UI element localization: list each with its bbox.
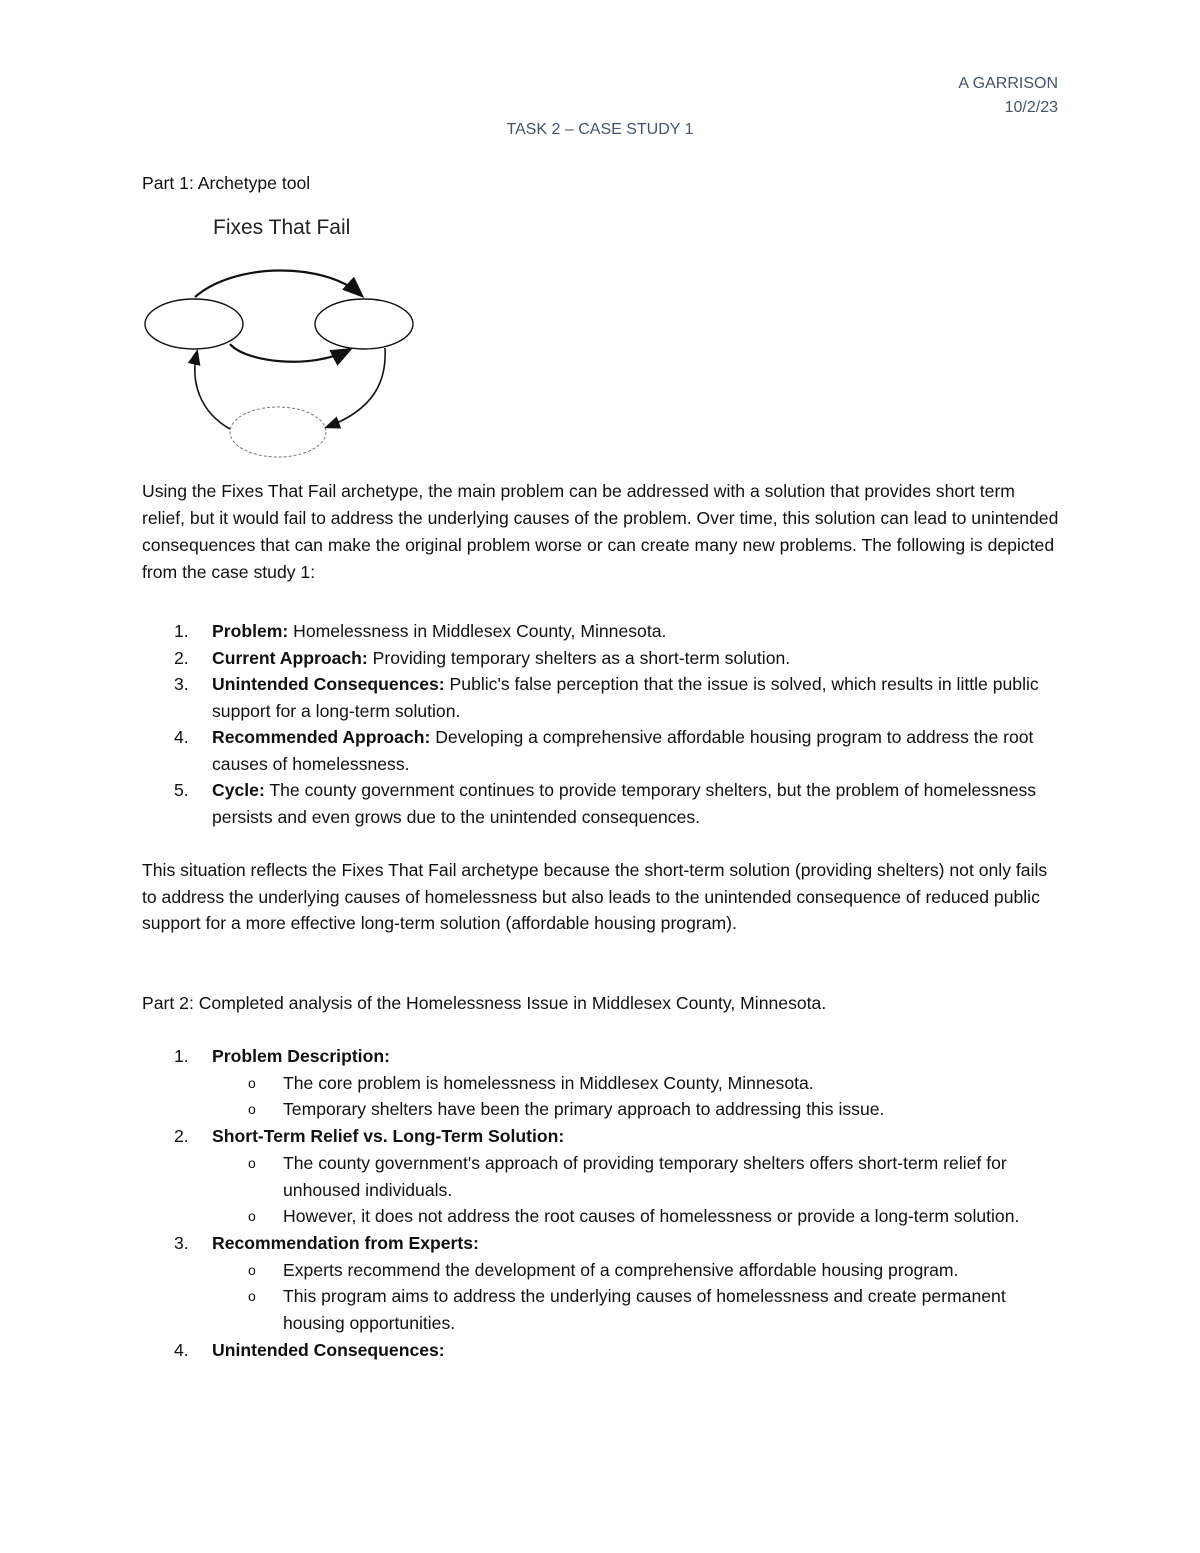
part2-heading: Part 2: Completed analysis of the Homelessness Issue in Middlesex County, Minnesota. xyxy=(142,993,827,1013)
sub-list-item: o The county government's approach of providing temporary shelters offers short-term relief for unhoused individuals. xyxy=(248,1152,1007,1200)
list-item: 3. Unintended Consequences: Public's false perception that the issue is solved, which results in little public support for a long-term solution. xyxy=(174,674,1039,721)
archetype-intro-paragraph: Using the Fixes That Fail archetype, the main problem can be addressed with a solution that provides short term relief, but it would fail to address the underlying causes of the problem. Over time, this solution can lead to unintended consequences that can make the original problem worse or can create many new problems. The following is depicted from the case study 1: xyxy=(142,481,1059,582)
sub-list xyxy=(212,1150,1062,1230)
sub-list xyxy=(212,1257,1062,1337)
diagram-node-bottom xyxy=(230,407,326,457)
list-item: 5. Cycle: The county government continues to provide temporary shelters, but the problem of homelessness persists and even grows due to the unintended consequences. xyxy=(174,780,1037,827)
list-item: 3. Recommendation from Experts: o Experts recommend the development of a comprehensive affordable housing program. o This program aims to address the underlying causes of homelessness and create permanent housing opportunities. xyxy=(142,1230,1062,1337)
list-item: 1. Problem: Homelessness in Middlesex County, Minnesota. xyxy=(174,621,667,641)
diagram-arrow-left-up xyxy=(195,352,230,429)
sub-list xyxy=(212,1070,1062,1123)
sub-list-item: o This program aims to address the underlying causes of homelessness and create permanent housing opportunities. xyxy=(248,1286,1006,1334)
diagram-node-left xyxy=(145,299,243,349)
sub-list-item: o Experts recommend the development of a comprehensive affordable housing program. xyxy=(248,1259,959,1280)
author-block xyxy=(958,72,1058,120)
sub-list-item: o However, it does not address the root causes of homelessness or provide a long-term solution. xyxy=(248,1206,1020,1227)
fixes-that-fail-diagram xyxy=(135,262,425,462)
list-item: 4. Recommended Approach: Developing a comprehensive affordable housing program to address the root causes of homelessness. xyxy=(174,727,1034,774)
case-summary-list xyxy=(142,618,1062,830)
list-item: 2. Current Approach: Providing temporary shelters as a short-term solution. xyxy=(174,647,791,668)
diagram-arrow-right-down xyxy=(327,348,385,427)
part1-heading: Part 1: Archetype tool xyxy=(142,173,311,193)
author-name: A GARRISON xyxy=(958,75,1058,92)
diagram-arrow-middle xyxy=(230,344,349,362)
sub-list-item: o The core problem is homelessness in Middlesex County, Minnesota. xyxy=(248,1072,814,1093)
sub-list-item: o Temporary shelters have been the primary approach to addressing this issue. xyxy=(248,1099,885,1120)
diagram-arrow-top xyxy=(195,270,361,297)
analysis-list xyxy=(142,1043,1062,1363)
document-title: TASK 2 – CASE STUDY 1 xyxy=(506,121,694,138)
list-item: 1. Problem Description: o The core problem is homelessness in Middlesex County, Minnesota. o Temporary shelters have been the primary approach to addressing this issue. xyxy=(142,1043,1062,1123)
archetype-figure-title: Fixes That Fail xyxy=(213,216,351,239)
reflection-paragraph: This situation reflects the Fixes That Fail archetype because the short-term solution (providing shelters) not only fails to address the underlying causes of homelessness but also leads to the unintended consequence of reduced public support for a more effective long-term solution (affordable housing program). xyxy=(142,860,1048,933)
list-item: 4. Unintended Consequences: xyxy=(174,1339,445,1360)
diagram-node-right xyxy=(315,299,413,349)
list-item: 2. Short-Term Relief vs. Long-Term Solution: o The county government's approach of providing temporary shelters offers short-term relief for unhoused individuals. o However, it does not address the root causes of homelessness or provide a long-term solution. xyxy=(142,1123,1062,1230)
document-date: 10/2/23 xyxy=(1004,99,1058,116)
